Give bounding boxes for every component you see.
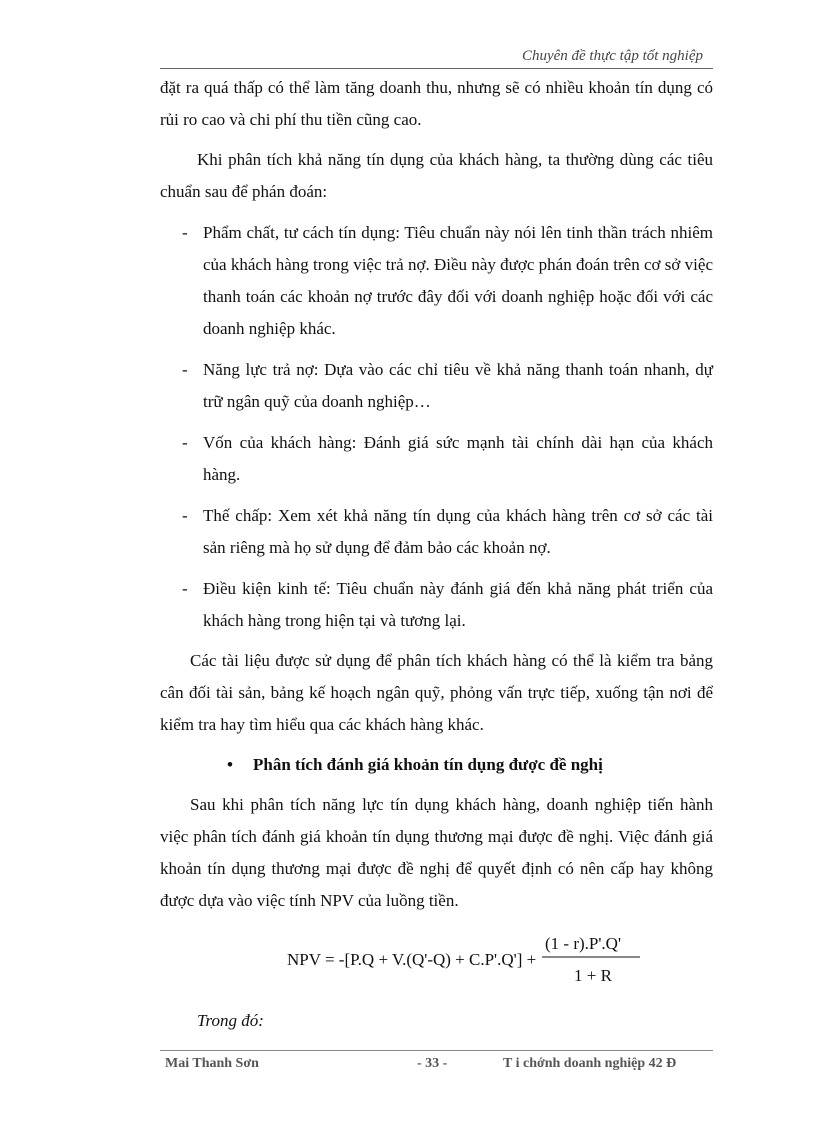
footer-page-number: - 33 - xyxy=(417,1056,448,1071)
header-title: Chuyên đề thực tập tốt nghiệp xyxy=(521,48,703,64)
bullet-item-collateral xyxy=(160,500,713,564)
bullet-text: Điều kiện kinh tế: Tiêu chuẩn này đánh giá đến khả năng phát triển của khách hàng trong hiện tại và tương lại. xyxy=(203,579,713,630)
footer-course: T i chớnh doanh nghiệp 42 Đ xyxy=(503,1056,677,1071)
section-heading-text: Phân tích đánh giá khoản tín dụng được đề nghị xyxy=(253,755,603,774)
bullet-item-capital xyxy=(160,427,713,491)
paragraph-evaluation: Sau khi phân tích năng lực tín dụng khách hàng, doanh nghiệp tiến hành việc phân tích đánh giá khoản tín dụng thương mại được đề nghị. Việc đánh giá khoản tín dụng thương mại được đề nghị để quyết định có nên cấp hay không được dựa vào việc tính NPV của luồng tiền. xyxy=(160,795,713,910)
formula-lhs: NPV = -[P.Q + V.(Q'-Q) + C.P'.Q'] + xyxy=(287,950,537,969)
bullet-text: Thế chấp: Xem xét khả năng tín dụng của khách hàng trên cơ sở các tài sản riêng mà họ sử dụng để đảm bảo các khoản nợ. xyxy=(203,506,713,557)
bullet-item-conditions xyxy=(160,573,713,637)
dash-marker: - xyxy=(182,506,188,525)
bullet-dot-icon: • xyxy=(227,755,233,774)
formula-denominator: 1 + R xyxy=(574,966,612,985)
dash-marker: - xyxy=(182,579,188,598)
header-rule xyxy=(160,68,713,69)
bullet-text: Năng lực trả nợ: Dựa vào các chỉ tiêu về khả năng thanh toán nhanh, dự trữ ngân quỹ của doanh nghiệp… xyxy=(203,360,713,411)
dash-marker: - xyxy=(182,223,188,242)
body-content xyxy=(160,72,713,1037)
bullet-text: Phẩm chất, tư cách tín dụng: Tiêu chuẩn này nói lên tinh thần trách nhiêm của khách hàng trong việc trả nợ. Điều này được phán đoán trên cơ sở việc thanh toán các khoản nợ trước đây đối với doanh nghiệp hoặc đối với các doanh nghiệp khác. xyxy=(203,223,713,338)
where-label: Trong đó: xyxy=(197,1011,264,1030)
bullet-item-capacity xyxy=(160,354,713,418)
formula-graphic xyxy=(160,921,713,991)
section-heading xyxy=(160,749,713,781)
dash-marker: - xyxy=(182,360,188,379)
formula-numerator: (1 - r).P'.Q' xyxy=(545,934,622,953)
paragraph-documents: Các tài liệu được sử dụng để phân tích khách hàng có thể là kiểm tra bảng cân đối tài sản, bảng kế hoạch ngân quỹ, phỏng vấn trực tiếp, xuống tận nơi để kiểm tra hay tìm hiểu qua các khách hàng khác. xyxy=(160,651,713,734)
npv-formula xyxy=(160,921,713,991)
footer-author: Mai Thanh Sơn xyxy=(165,1056,259,1071)
bullet-item-character xyxy=(160,217,713,345)
footer-rule xyxy=(160,1050,713,1051)
paragraph-credit-analysis-intro: Khi phân tích khả năng tín dụng của khách hàng, ta thường dùng các tiêu chuẩn sau để phán đoán: xyxy=(160,150,713,201)
paragraph-continuation: đặt ra quá thấp có thể làm tăng doanh thu, nhưng sẽ có nhiều khoản tín dụng có rủi ro cao và chi phí thu tiền cũng cao. xyxy=(160,78,713,129)
dash-marker: - xyxy=(182,433,188,452)
bullet-text: Vốn của khách hàng: Đánh giá sức mạnh tài chính dài hạn của khách hàng. xyxy=(203,433,713,484)
